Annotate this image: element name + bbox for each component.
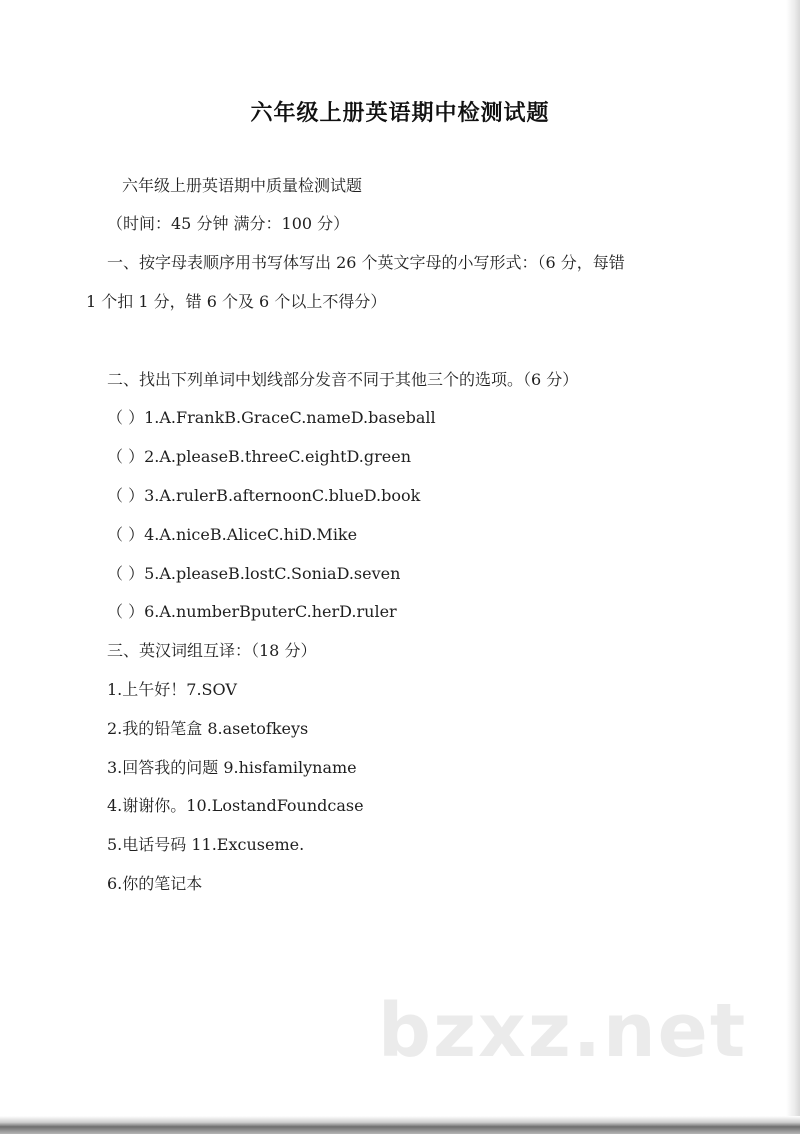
page-edge-shadow [786, 0, 800, 1134]
translation-item: 4.谢谢你。10.LostandFoundcase [107, 796, 364, 815]
time-score-info: （时间：45 分钟 满分：100 分） [107, 214, 350, 233]
translation-item: 1.上午好！7.SOV [107, 680, 237, 699]
page-bottom-border [0, 1116, 800, 1134]
site-watermark: bzxz.net [378, 988, 748, 1074]
translation-item: 2.我的铅笔盒 8.asetofkeys [107, 719, 309, 738]
question-item: （ ）2.A.pleaseB.threeC.eightD.green [107, 447, 412, 466]
translation-item: 3.回答我的问题 9.hisfamilyname [107, 758, 357, 777]
section1-instruction-line2: 1 个扣 1 分，错 6 个及 6 个以上不得分） [86, 292, 387, 311]
question-item: （ ）6.A.numberBputerC.herD.ruler [107, 602, 397, 621]
section1-instruction-line1: 一、按字母表顺序用书写体写出 26 个英文字母的小写形式：（6 分，每错 [107, 253, 625, 272]
section3-heading: 三、英汉词组互译：（18 分） [107, 641, 317, 660]
translation-item: 5.电话号码 11.Excuseme. [107, 835, 305, 854]
exam-subtitle: 六年级上册英语期中质量检测试题 [122, 176, 363, 195]
question-item: （ ）5.A.pleaseB.lostC.SoniaD.seven [107, 564, 401, 583]
translation-item: 6.你的笔记本 [107, 874, 203, 893]
page-title: 六年级上册英语期中检测试题 [250, 101, 550, 126]
question-item: （ ）4.A.niceB.AliceC.hiD.Mike [107, 525, 358, 544]
section2-heading: 二、找出下列单词中划线部分发音不同于其他三个的选项。（6 分） [107, 370, 579, 389]
question-item: （ ）1.A.FrankB.GraceC.nameD.baseball [107, 408, 436, 427]
question-item: （ ）3.A.rulerB.afternoonC.blueD.book [107, 486, 421, 505]
